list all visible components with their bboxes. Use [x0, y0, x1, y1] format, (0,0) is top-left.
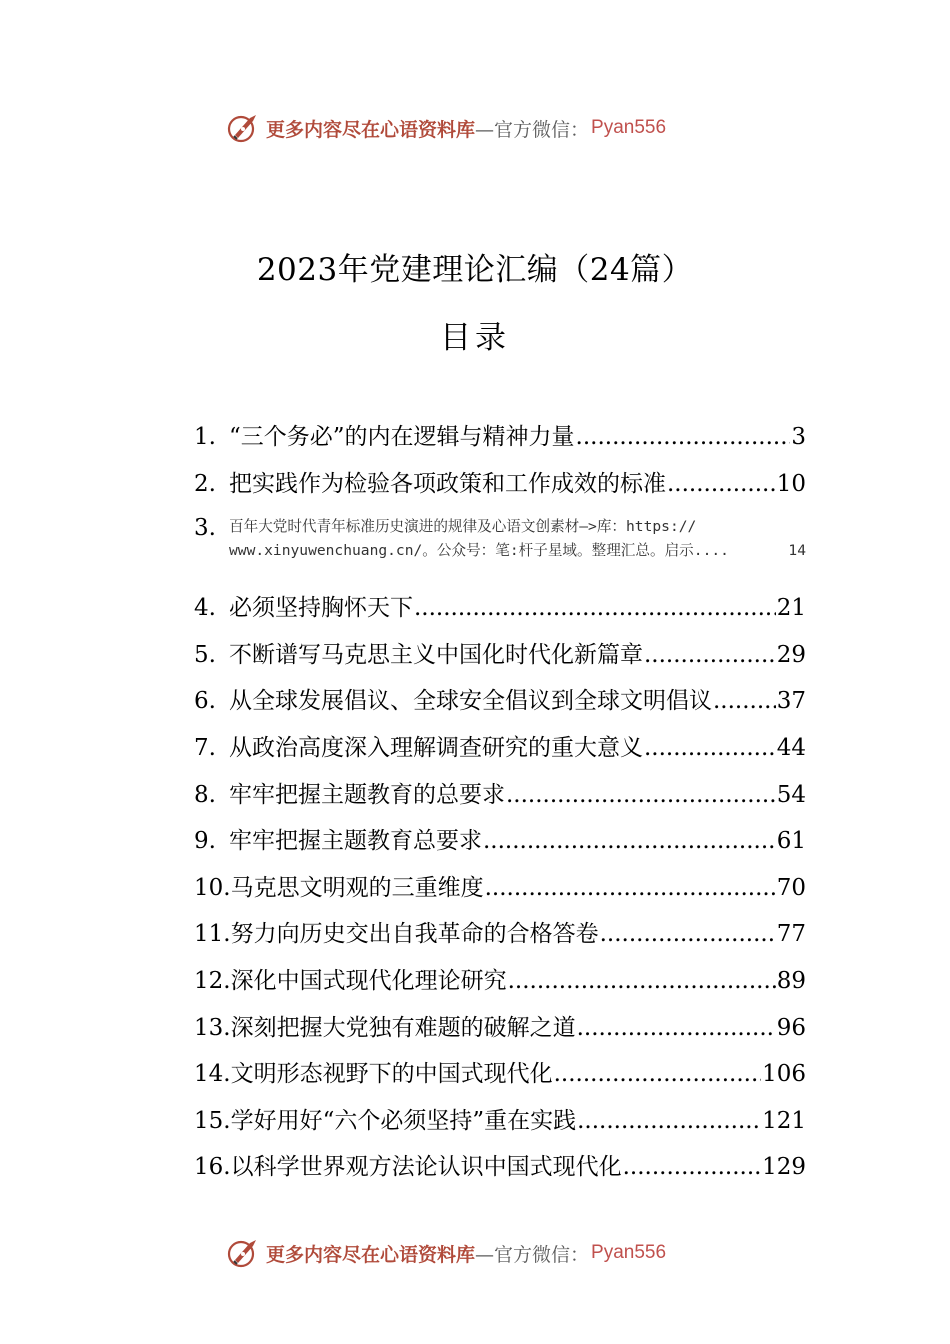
- toc-entry-page: 77: [776, 921, 806, 948]
- pen-logo-icon: [226, 1236, 262, 1270]
- toc-leader-dots: [414, 589, 776, 627]
- toc-leader-dots: [483, 822, 776, 860]
- toc-leader-dots: [485, 869, 776, 907]
- toc-entry-title: 马克思文明观的三重维度: [230, 874, 484, 901]
- toc-leader-dots: [577, 1009, 776, 1047]
- toc-leader-dots: [506, 776, 776, 814]
- toc-leader-dots: ....: [693, 542, 729, 560]
- toc-entry-number: 6.: [194, 688, 216, 715]
- toc-entry-title: 从全球发展倡议、全球安全倡议到全球文明倡议: [229, 688, 712, 715]
- toc-leader-dots: [576, 418, 791, 456]
- banner-main-text: 更多内容尽在心语资料库: [266, 118, 476, 141]
- toc-leader-dots: [713, 682, 776, 720]
- toc-entry-number: 1.: [194, 424, 216, 450]
- toc-entry-page: 70: [776, 874, 806, 901]
- toc-entry-page: 10: [776, 470, 806, 497]
- toc-entry-number: 5.: [194, 641, 216, 668]
- toc-entry[interactable]: [194, 1055, 806, 1102]
- toc-entry-page: 3: [791, 424, 806, 450]
- toc-entry[interactable]: [194, 636, 806, 683]
- toc-entry-title: 不断谱写马克思主义中国化时代化新篇章: [229, 641, 643, 668]
- document-title: 2023年党建理论汇编（24篇）: [256, 252, 694, 288]
- toc-entry-title: “三个务必”的内在逻辑与精神力量: [229, 424, 575, 450]
- banner-sub-text: —官方微信：: [475, 1243, 590, 1266]
- toc-entry[interactable]: [194, 869, 806, 916]
- toc-entry-title-line2: www.xinyuwenchuang.cn/。公众号：笔:杆子星域。整理汇总。启示: [229, 542, 694, 560]
- toc-entry-title: 深化中国式现代化理论研究: [230, 967, 507, 994]
- toc-entry[interactable]: [194, 1009, 806, 1056]
- toc-entry-page: 44: [776, 734, 806, 761]
- toc-entry-number: 2.: [194, 470, 216, 497]
- toc-entry-page: 54: [776, 781, 806, 808]
- toc-entry-page: 121: [762, 1107, 806, 1134]
- toc-entry[interactable]: [194, 418, 806, 465]
- pen-logo-icon: [226, 111, 262, 145]
- banner-wechat-id: Pyan556: [591, 1242, 667, 1263]
- toc-entry-number: 14.: [194, 1061, 231, 1088]
- toc-entry-title: 必须坚持胸怀天下: [229, 595, 413, 622]
- toc-entry-number: 4.: [194, 595, 216, 622]
- toc-entry[interactable]: [194, 682, 806, 729]
- toc-leader-dots: [600, 915, 776, 953]
- toc-entry[interactable]: [194, 915, 806, 962]
- toc-entry-page: 14: [788, 542, 806, 560]
- toc-entry-number: 16.: [194, 1154, 231, 1181]
- banner-main-text: 更多内容尽在心语资料库: [266, 1243, 476, 1266]
- toc-entry[interactable]: [194, 776, 806, 823]
- toc-entry-page: 21: [776, 595, 806, 622]
- toc-entry-page: 89: [776, 967, 806, 994]
- toc-entry[interactable]: [194, 729, 806, 776]
- banner-sub-text: —官方微信：: [475, 118, 590, 141]
- toc-entry-number: 3.: [194, 515, 216, 542]
- toc-entry-title-line1: 百年大党时代青年标准历史演进的规律及心语文创素材—>库：https://: [229, 518, 697, 536]
- toc-entry[interactable]: [194, 465, 806, 512]
- toc-entry-number: 12.: [194, 967, 231, 994]
- header-watermark-banner: [226, 111, 666, 145]
- toc-leader-dots: [644, 636, 776, 674]
- toc-leader-dots: [577, 1102, 761, 1140]
- footer-watermark-banner: [226, 1236, 666, 1270]
- toc-entry-page: 106: [762, 1061, 806, 1088]
- toc-entry-page: 129: [762, 1154, 806, 1181]
- toc-entry-title: 文明形态视野下的中国式现代化: [230, 1061, 553, 1088]
- toc-entry-number: 9.: [194, 828, 216, 855]
- toc-entry-title: 深刻把握大党独有难题的破解之道: [230, 1014, 576, 1041]
- toc-entry[interactable]: [194, 1148, 806, 1195]
- toc-leader-dots: [667, 465, 776, 503]
- toc-entry-title: 学好用好“六个必须坚持”重在实践: [230, 1107, 577, 1134]
- toc-entry-title: 努力向历史交出自我革命的合格答卷: [230, 921, 599, 948]
- toc-entry-number: 11.: [194, 921, 231, 948]
- banner-wechat-id: Pyan556: [591, 117, 667, 138]
- toc-entry[interactable]: [194, 589, 806, 636]
- toc-leader-dots: [508, 962, 776, 1000]
- toc-entry-page: 61: [776, 828, 806, 855]
- toc-entry-page: 29: [776, 641, 806, 668]
- toc-entry-title: 以科学世界观方法论认识中国式现代化: [230, 1154, 622, 1181]
- toc-entry[interactable]: [194, 822, 806, 869]
- toc-entry-number: 13.: [194, 1014, 231, 1041]
- toc-entry[interactable]: [194, 962, 806, 1009]
- table-of-contents: [194, 418, 806, 1195]
- toc-entry-number: 8.: [194, 781, 216, 808]
- toc-entry-title: 从政治高度深入理解调查研究的重大意义: [229, 734, 643, 761]
- toc-entry-page: 37: [776, 688, 806, 715]
- toc-entry[interactable]: [194, 515, 806, 581]
- toc-entry-number: 10.: [194, 874, 231, 901]
- toc-leader-dots: [554, 1055, 762, 1093]
- toc-leader-dots: [623, 1148, 762, 1186]
- toc-leader-dots: [644, 729, 776, 767]
- toc-entry[interactable]: [194, 1102, 806, 1149]
- toc-entry-title: 牢牢把握主题教育的总要求: [229, 781, 505, 808]
- toc-heading: 目录: [440, 320, 510, 356]
- toc-entry-title: 牢牢把握主题教育总要求: [229, 828, 482, 855]
- toc-entry-page: 96: [776, 1014, 806, 1041]
- toc-entry-title: 把实践作为检验各项政策和工作成效的标准: [229, 470, 666, 497]
- toc-entry-number: 7.: [194, 734, 216, 761]
- toc-entry-number: 15.: [194, 1107, 231, 1134]
